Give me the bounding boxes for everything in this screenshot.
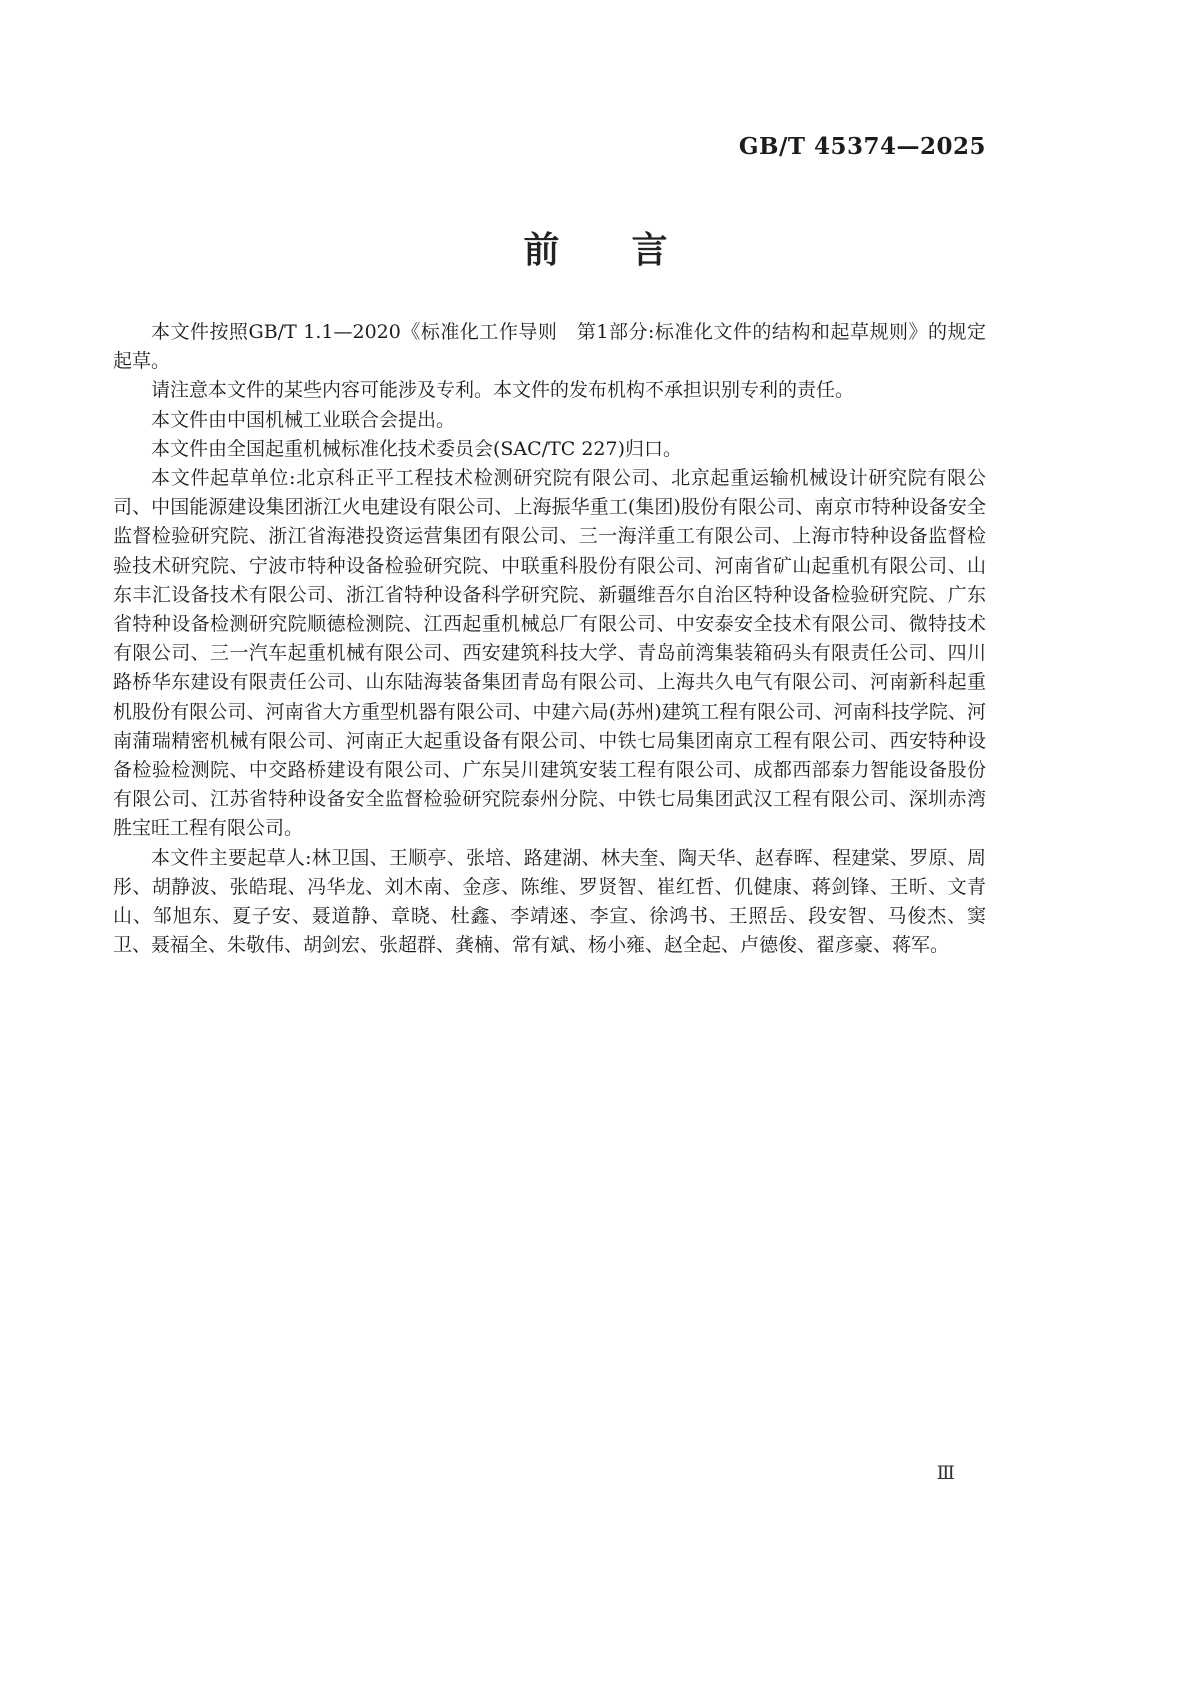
page-number: Ⅲ [936, 1462, 955, 1484]
foreword-title: 前 言 [523, 230, 668, 271]
standard-number: GB/T 45374—2025 [738, 133, 986, 160]
paragraph-main-drafters: 本文件主要起草人:林卫国、王顺亭、张培、路建湖、林夫奎、陶天华、赵春晖、程建棠、罗原、周彤、胡静波、张皓琨、冯华龙、刘木南、金彦、陈维、罗贤智、崔红哲、仉健康、蒋剑锋、王昕、文青山、邹旭东、夏子安、聂道静、章晓、杜鑫、李靖逨、李宣、徐鸿书、王照岳、段安智、马俊杰、窦卫、聂福全、朱敬伟、胡剑宏、张超群、龚楠、常有斌、杨小雍、赵全起、卢德俊、翟彦豪、蒋军。 [113, 846, 986, 957]
paragraph-patent-notice: 请注意本文件的某些内容可能涉及专利。本文件的发布机构不承担识别专利的责任。 [151, 379, 855, 402]
paragraph-drafting-basis: 本文件按照GB/T 1.1—2020《标准化工作导则 第1部分:标准化文件的结构和起草规则》的规定起草。 [113, 321, 986, 373]
paragraph-centralized-by: 本文件由全国起重机械标准化技术委员会(SAC/TC 227)归口。 [151, 437, 683, 460]
paragraph-proposed-by: 本文件由中国机械工业联合会提出。 [151, 408, 456, 431]
paragraph-drafting-organizations: 本文件起草单位:北京科正平工程技术检测研究院有限公司、北京起重运输机械设计研究院有限公司、中国能源建设集团浙江火电建设有限公司、上海振华重工(集团)股份有限公司、南京市特种设备安全监督检验研究院、浙江省海港投资运营集团有限公司、三一海洋重工有限公司、上海市特种设备监督检验技术研究院、宁波市特种设备检验研究院、中联重科股份有限公司、河南省矿山起重机有限公司、山东丰汇设备技术有限公司、浙江省特种设备科学研究院、新疆维吾尔自治区特种设备检验研究院、广东省特种设备检测研究院顺德检测院、江西起重机械总厂有限公司、中安泰安全技术有限公司、微特技术有限公司、三一汽车起重机械有限公司、西安建筑科技大学、青岛前湾集装箱码头有限责任公司、四川路桥华东建设有限责任公司、山东陆海装备集团青岛有限公司、上海共久电气有限公司、河南新科起重机股份有限公司、河南省大方重型机器有限公司、中建六局(苏州)建筑工程有限公司、河南科技学院、河南蒲瑞精密机械有限公司、河南正大起重设备有限公司、中铁七局集团南京工程有限公司、西安特种设备检验检测院、中交路桥建设有限公司、广东吴川建筑安装工程有限公司、成都西部泰力智能设备股份有限公司、江苏省特种设备安全监督检验研究院泰州分院、中铁七局集团武汉工程有限公司、深圳赤湾胜宝旺工程有限公司。 [113, 467, 986, 840]
foreword-body [113, 318, 986, 960]
